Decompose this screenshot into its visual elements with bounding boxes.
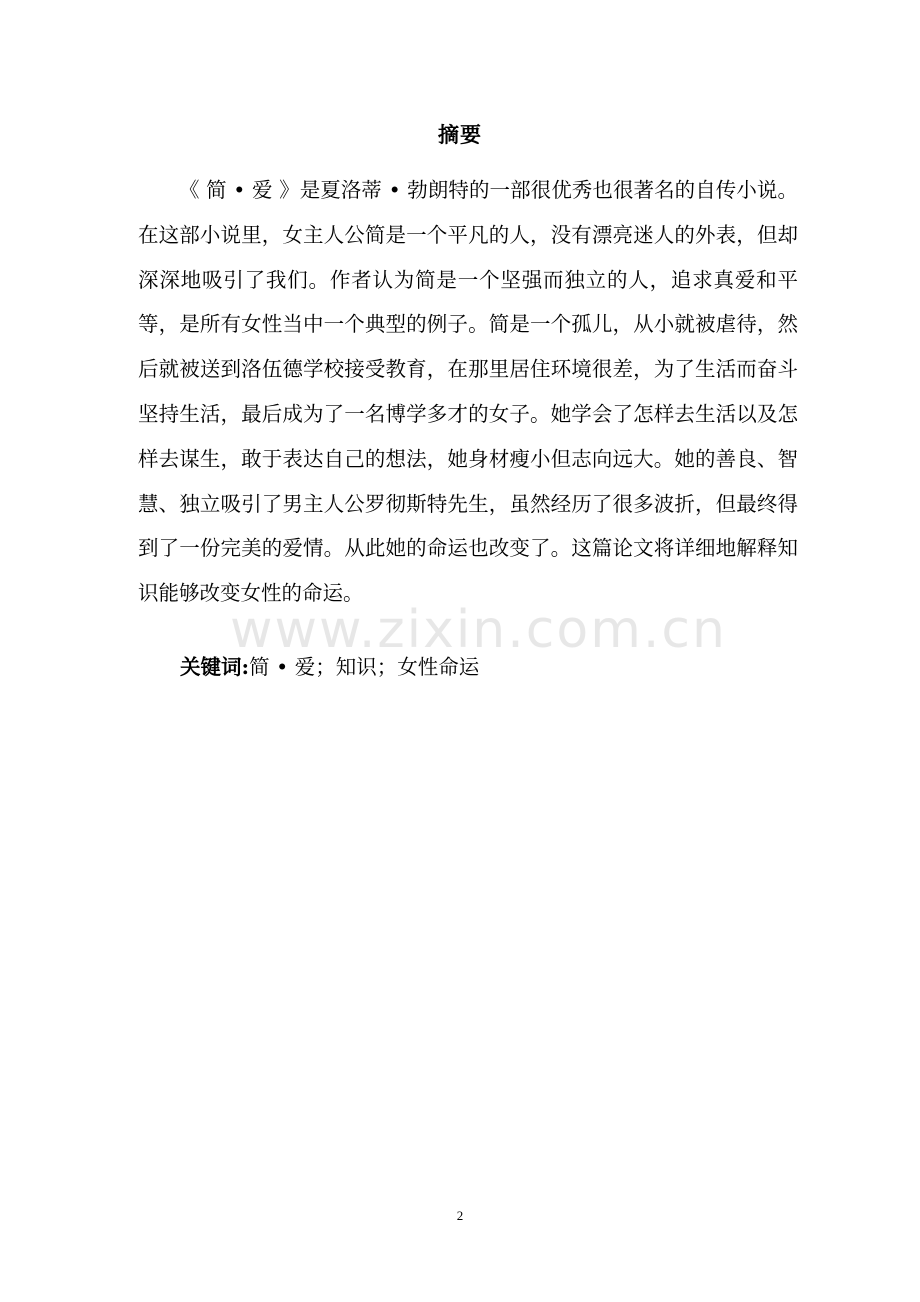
watermark: www.zixin.com.cn (230, 600, 727, 660)
page-number: 2 (456, 1208, 464, 1223)
keywords-label: 关键词: (180, 655, 250, 679)
keywords-line (180, 650, 479, 684)
keywords-text: 简 • 爱；知识；女性命运 (249, 655, 480, 679)
abstract-title: 摘要 (438, 122, 482, 147)
abstract-body: 《 简 • 爱 》是夏洛蒂 • 勃朗特的一部很优秀也很著名的自传小说。在这部小说里，女主人公简是一个平凡的人，没有漂亮迷人的外表，但却深深地吸引了我们。作者认为简是一个坚强而独立的人，追求真爱和平等，是所有女性当中一个典型的例子。简是一个孤儿，从小就被虐待，然后就被送到洛伍德学校接受教育，在那里居住环境很差，为了生活而奋斗坚持生活，最后成为了一名博学多才的女子。她学会了怎样去生活以及怎样去谋生，敢于表达自己的想法，她身材瘦小但志向远大。她的善良、智慧、独立吸引了男主人公罗彻斯特先生，虽然经历了很多波折，但最终得到了一份完美的爱情。从此她的命运也改变了。这篇论文将详细地解释知识能够改变女性的命运。 (138, 178, 798, 606)
